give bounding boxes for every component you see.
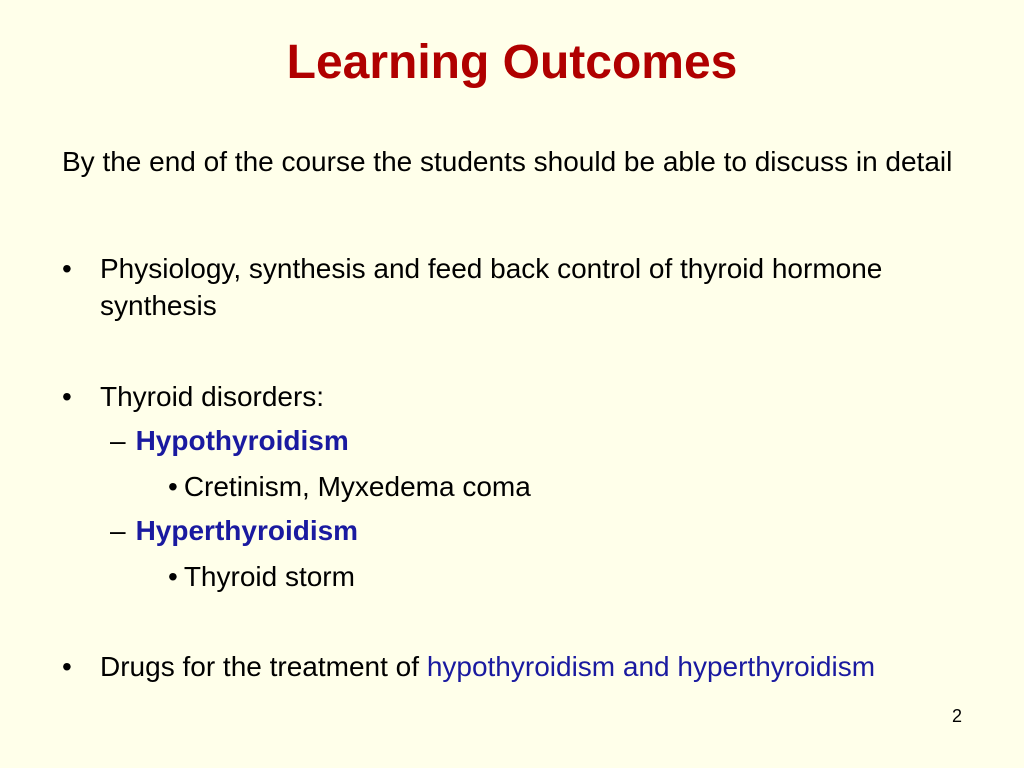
bullet-text-plain: Drugs for the treatment of — [100, 651, 427, 682]
subitem-label: Hypothyroidism — [135, 425, 349, 456]
bullet-mark: • — [168, 561, 178, 592]
bullet-text — [100, 648, 942, 685]
subsubitem-text: Thyroid storm — [183, 561, 355, 592]
bullet-text-highlight: hypothyroidism and hyperthyroidism — [426, 651, 876, 682]
slide-title: Learning Outcomes — [286, 36, 738, 89]
bullet-mark: • — [62, 253, 72, 284]
subitem-hyperthyroidism — [110, 512, 358, 549]
subsubitem-cretinism — [168, 468, 531, 505]
subsubitem-thyroid-storm — [168, 558, 355, 595]
bullet-text: Physiology, synthesis and feed back control of thyroid hormone synthesis — [100, 253, 883, 321]
intro-text: By the end of the course the students should be able to discuss in detail — [62, 146, 953, 177]
subitem-hypothyroidism — [110, 422, 349, 459]
subsubitem-text: Cretinism, Myxedema coma — [183, 471, 531, 502]
dash-mark: – — [110, 515, 126, 546]
bullet-mark: • — [62, 381, 72, 412]
bullet-physiology — [62, 250, 942, 324]
dash-mark: – — [110, 425, 126, 456]
bullet-thyroid-disorders — [62, 378, 942, 415]
bullet-mark: • — [168, 471, 178, 502]
subitem-label: Hyperthyroidism — [135, 515, 359, 546]
bullet-drugs — [62, 648, 942, 685]
page-number: 2 — [951, 706, 962, 726]
bullet-text: Thyroid disorders: — [100, 381, 325, 412]
bullet-mark: • — [62, 651, 72, 682]
